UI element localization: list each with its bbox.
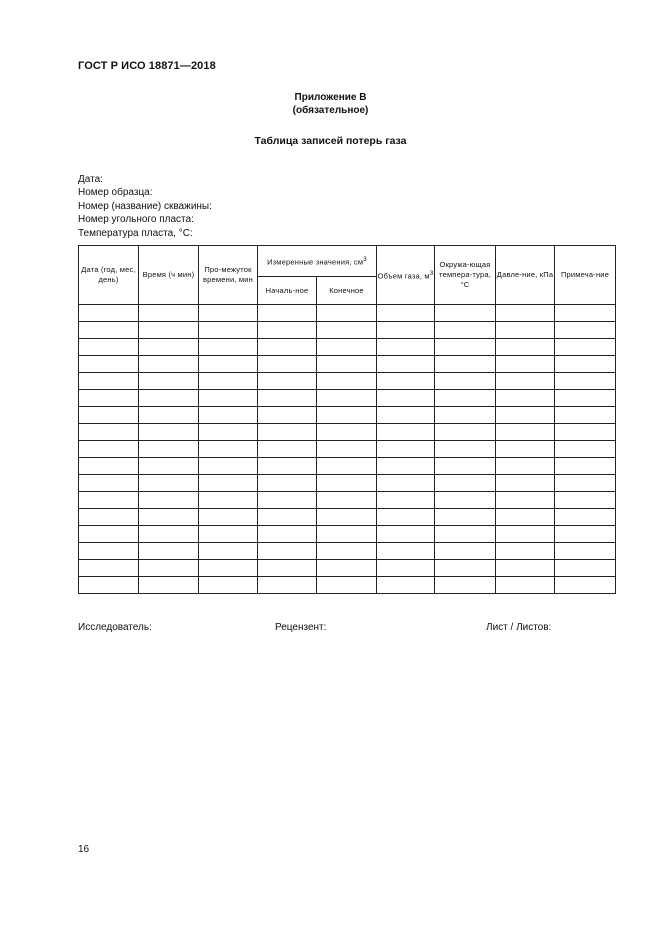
table-cell — [258, 577, 317, 594]
table-cell — [377, 458, 435, 475]
table-cell — [435, 407, 496, 424]
table-row — [79, 322, 616, 339]
footer-sheet: Лист / Листов: — [486, 622, 552, 633]
table-cell — [555, 543, 616, 560]
table-cell — [496, 526, 555, 543]
form-fields — [78, 173, 212, 240]
table-cell — [496, 356, 555, 373]
table-cell — [258, 390, 317, 407]
table-cell — [317, 407, 377, 424]
table-row — [79, 475, 616, 492]
table-cell — [377, 322, 435, 339]
table-cell — [139, 509, 199, 526]
table-cell — [435, 356, 496, 373]
header-volume — [377, 246, 435, 305]
table-row — [79, 407, 616, 424]
table-cell — [79, 390, 139, 407]
table-row — [79, 305, 616, 322]
table-cell — [435, 390, 496, 407]
table-cell — [496, 322, 555, 339]
table-cell — [317, 560, 377, 577]
table-cell — [79, 543, 139, 560]
table-row — [79, 577, 616, 594]
table-row — [79, 560, 616, 577]
table-cell — [79, 373, 139, 390]
table-cell — [258, 543, 317, 560]
table-cell — [79, 560, 139, 577]
table-row — [79, 543, 616, 560]
document-code: ГОСТ Р ИСО 18871—2018 — [78, 60, 216, 72]
table-cell — [79, 305, 139, 322]
table-cell — [258, 373, 317, 390]
table-cell — [435, 509, 496, 526]
table-cell — [317, 509, 377, 526]
gas-loss-table — [78, 245, 616, 594]
table-cell — [258, 305, 317, 322]
table-cell — [317, 424, 377, 441]
appendix-note: (обязательное) — [292, 105, 369, 116]
table-cell — [79, 356, 139, 373]
table-body — [79, 305, 616, 594]
table-cell — [199, 339, 258, 356]
table-cell — [555, 492, 616, 509]
table-cell — [555, 339, 616, 356]
table-cell — [317, 458, 377, 475]
table-cell — [199, 560, 258, 577]
table-cell — [199, 441, 258, 458]
table-row — [79, 339, 616, 356]
footer-reviewer: Рецензент: — [275, 622, 327, 633]
field-seam-number: Номер угольного пласта: — [78, 214, 194, 226]
table-cell — [435, 526, 496, 543]
table-cell — [377, 475, 435, 492]
table-cell — [199, 492, 258, 509]
table-cell — [435, 424, 496, 441]
table-cell — [435, 373, 496, 390]
table-cell — [139, 373, 199, 390]
table-cell — [555, 577, 616, 594]
table-cell — [79, 424, 139, 441]
table-cell — [199, 390, 258, 407]
table-cell — [139, 526, 199, 543]
table-cell — [199, 356, 258, 373]
table-cell — [496, 560, 555, 577]
table-cell — [79, 509, 139, 526]
table-cell — [435, 560, 496, 577]
table-cell — [555, 305, 616, 322]
table-cell — [139, 356, 199, 373]
table-cell — [317, 526, 377, 543]
table-cell — [555, 441, 616, 458]
header-volume-sup: 3 — [429, 269, 434, 277]
table-cell — [377, 305, 435, 322]
table-cell — [139, 407, 199, 424]
table-cell — [555, 424, 616, 441]
table-row — [79, 424, 616, 441]
table-cell — [199, 475, 258, 492]
table-cell — [435, 543, 496, 560]
table-cell — [258, 526, 317, 543]
table-cell — [199, 458, 258, 475]
header-volume-label: Объем газа, м — [377, 271, 430, 281]
table-cell — [139, 424, 199, 441]
table-cell — [258, 322, 317, 339]
table-cell — [79, 475, 139, 492]
table-cell — [555, 322, 616, 339]
table-cell — [258, 458, 317, 475]
table-cell — [199, 373, 258, 390]
table-cell — [199, 424, 258, 441]
table-cell — [496, 458, 555, 475]
table-cell — [555, 407, 616, 424]
table-cell — [258, 475, 317, 492]
table-cell — [79, 458, 139, 475]
table-cell — [199, 322, 258, 339]
table-cell — [377, 577, 435, 594]
table-cell — [258, 339, 317, 356]
table-cell — [496, 475, 555, 492]
table-cell — [496, 407, 555, 424]
table-cell — [435, 458, 496, 475]
appendix-title: Приложение В — [294, 92, 367, 103]
table-cell — [377, 390, 435, 407]
table-cell — [139, 305, 199, 322]
table-cell — [555, 509, 616, 526]
table-cell — [496, 543, 555, 560]
table-cell — [79, 492, 139, 509]
table-cell — [555, 373, 616, 390]
table-cell — [139, 543, 199, 560]
header-pressure: Давле-ние, кПа — [496, 246, 555, 305]
table-cell — [317, 492, 377, 509]
table-cell — [199, 509, 258, 526]
table-cell — [199, 526, 258, 543]
table-cell — [79, 407, 139, 424]
table-row — [79, 356, 616, 373]
table-cell — [199, 577, 258, 594]
header-note: Примеча-ние — [555, 246, 616, 305]
table-row — [79, 509, 616, 526]
table-cell — [199, 305, 258, 322]
table-cell — [258, 424, 317, 441]
table-cell — [258, 407, 317, 424]
table-cell — [435, 577, 496, 594]
header-measured — [258, 246, 377, 277]
header-final: Конечное — [317, 277, 377, 305]
table-cell — [496, 339, 555, 356]
table-row — [79, 373, 616, 390]
table-row — [79, 492, 616, 509]
table-cell — [377, 526, 435, 543]
table-cell — [377, 407, 435, 424]
table-cell — [317, 322, 377, 339]
table-cell — [79, 322, 139, 339]
table-cell — [199, 407, 258, 424]
header-date: Дата (год, мес, день) — [79, 246, 139, 305]
table-cell — [377, 424, 435, 441]
table-cell — [555, 356, 616, 373]
field-well-number: Номер (название) скважины: — [78, 200, 212, 212]
table-cell — [377, 356, 435, 373]
table-cell — [496, 441, 555, 458]
field-sample-number: Номер образца: — [78, 187, 153, 199]
header-ambient-temp: Окружа-ющая темпера-тура, °С — [435, 246, 496, 305]
table-cell — [79, 441, 139, 458]
header-measured-sup: 3 — [363, 255, 367, 263]
table-cell — [435, 305, 496, 322]
field-date: Дата: — [78, 174, 103, 185]
table-cell — [79, 577, 139, 594]
header-time: Время (ч мин) — [139, 246, 199, 305]
table-cell — [317, 373, 377, 390]
table-cell — [377, 373, 435, 390]
table-cell — [139, 492, 199, 509]
table-cell — [79, 339, 139, 356]
table-cell — [317, 475, 377, 492]
table-cell — [317, 356, 377, 373]
table-cell — [139, 441, 199, 458]
table-cell — [317, 577, 377, 594]
header-measured-label: Измеренные значения, см — [267, 257, 364, 267]
table-cell — [377, 509, 435, 526]
table-cell — [258, 509, 317, 526]
table-cell — [435, 475, 496, 492]
field-seam-temperature: Температура пласта, °С: — [78, 227, 193, 239]
table-row — [79, 441, 616, 458]
table-title: Таблица записей потерь газа — [254, 135, 407, 147]
table-cell — [377, 560, 435, 577]
table-cell — [496, 577, 555, 594]
page-number: 16 — [78, 844, 90, 855]
footer-researcher: Исследователь: — [78, 622, 152, 633]
table-cell — [79, 526, 139, 543]
table-cell — [496, 390, 555, 407]
table-cell — [496, 492, 555, 509]
table-cell — [496, 305, 555, 322]
table-cell — [139, 560, 199, 577]
table-cell — [377, 339, 435, 356]
table-cell — [139, 475, 199, 492]
table-cell — [139, 339, 199, 356]
table-cell — [317, 339, 377, 356]
table-cell — [555, 560, 616, 577]
table-cell — [258, 492, 317, 509]
table-cell — [435, 322, 496, 339]
table-cell — [317, 441, 377, 458]
table-cell — [258, 356, 317, 373]
table-cell — [435, 441, 496, 458]
table-cell — [496, 424, 555, 441]
table-cell — [317, 390, 377, 407]
table-cell — [317, 305, 377, 322]
table-cell — [139, 577, 199, 594]
table-cell — [258, 560, 317, 577]
table-cell — [555, 458, 616, 475]
table-cell — [496, 373, 555, 390]
table-cell — [555, 526, 616, 543]
table-cell — [496, 509, 555, 526]
table-cell — [377, 543, 435, 560]
table-cell — [377, 441, 435, 458]
table-row — [79, 390, 616, 407]
header-interval: Про-межуток времени, мин — [199, 246, 258, 305]
table-cell — [139, 390, 199, 407]
table-cell — [139, 458, 199, 475]
table-cell — [555, 475, 616, 492]
table-row — [79, 458, 616, 475]
header-initial: Началь-ное — [258, 277, 317, 305]
table-cell — [199, 543, 258, 560]
table-cell — [377, 492, 435, 509]
table-cell — [435, 339, 496, 356]
table-cell — [555, 390, 616, 407]
table-cell — [258, 441, 317, 458]
table-cell — [139, 322, 199, 339]
appendix-heading — [0, 91, 661, 117]
table-cell — [435, 492, 496, 509]
table-row — [79, 526, 616, 543]
table-cell — [317, 543, 377, 560]
